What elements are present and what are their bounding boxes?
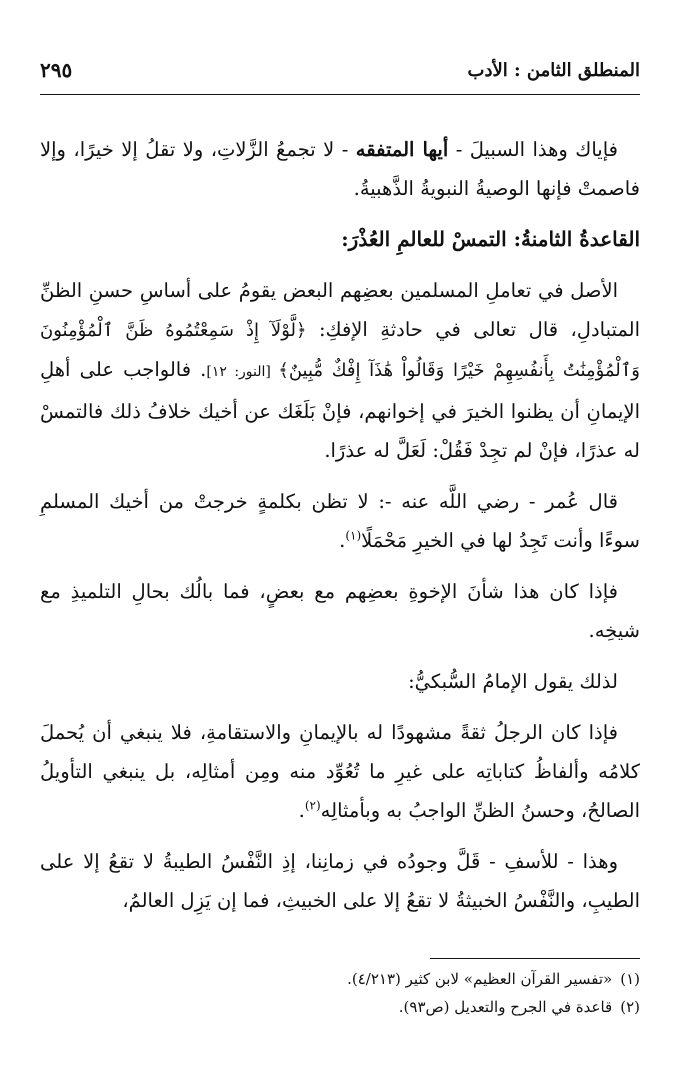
spacer <box>40 650 640 662</box>
paragraph-2-end: . فالواجب على أهلِ الإيمانِ أن يظنوا الخيرَ في إخوانهم، فإنْ بَلَغَك عن أخيك خلافُ ذلك فالتمسْ له عذرًا، فإنْ لم تجِدْ فَقُلْ: لَعَلَّ له عذرًا. <box>40 358 640 462</box>
paragraph-6-end: . <box>298 799 305 822</box>
paragraph-4: فإذا كان هذا شأنَ الإخوةِ بعضِهم مع بعضٍ، فما بالُك بحالِ التلميذِ مع شيخِه. <box>40 580 640 642</box>
running-title: المنطلق الثامن : الأدب <box>467 60 640 81</box>
spacer <box>40 208 640 220</box>
section-heading: القاعدةُ الثامنةُ: التمسْ للعالمِ العُذْرَ: <box>341 227 640 251</box>
footnote-marker-2: (٢) <box>304 798 321 813</box>
paragraph-6 <box>40 713 640 830</box>
paragraph-3-end: . <box>339 529 346 552</box>
main-text <box>40 130 640 920</box>
spacer <box>40 701 640 713</box>
footnote-text: «تفسير القرآن العظيم» لابن كثير (٤/٢١٣). <box>347 970 613 988</box>
paragraph-7: وهذا - للأسفِ - قَلَّ وجودُه في زمانِنا، إذِ النَّفْسُ الطيبةُ لا تقعُ إلا على الطيبِ، والنَّفْسُ الخبيثةُ لا تقعُ إلا على الخبيثِ، فما إن يَزِل العالمُ، <box>40 850 640 912</box>
paragraph-3 <box>40 482 640 560</box>
verse-reference: [النور: ١٢] <box>206 364 279 380</box>
emphasis-text: أيها المتفقه <box>355 138 449 161</box>
spacer <box>40 259 640 271</box>
page-number: ٢٩٥ <box>40 58 73 82</box>
paragraph-1 <box>40 130 640 208</box>
paragraph-2 <box>40 271 640 470</box>
footnote-text: قاعدة في الجرح والتعديل (ص٩٣). <box>398 998 613 1016</box>
header-divider <box>40 94 640 95</box>
paragraph-5: لذلك يقول الإمامُ السُّبكيُّ: <box>408 670 618 693</box>
footnote-1 <box>40 965 640 993</box>
footnote-divider <box>430 958 640 959</box>
footnote-2 <box>40 993 640 1021</box>
spacer <box>40 470 640 482</box>
paragraph-1-start: فإياك وهذا السبيلَ - <box>448 138 618 161</box>
footnotes <box>40 958 640 1021</box>
spacer <box>40 560 640 572</box>
footnote-number: (١) <box>620 970 640 988</box>
quote-text: قال عُمر - رضي اللَّه عنه -: لا تظن بكلمةٍ خرجتْ من أخيك المسلمِ سوءًا وأنت تَجِدُ لها في الخيرِ مَحْمَلًا <box>40 490 640 552</box>
quran-verse: ﴿لَّوْلَآ إِذْ سَمِعْتُمُوهُ ظَنَّ ٱلْمُؤْمِنُونَ وَٱلْمُؤْمِنَٰتُ بِأَنفُسِهِمْ خَيْرًا وَقَالُواْ هَٰذَآ إِفْكٌ مُّبِينٌ﴾ <box>40 320 641 381</box>
paragraph-2-start: الأصل في تعاملِ المسلمين بعضِهم البعض يقومُ على أساسِ حسنِ الظنِّ المتبادلِ، قال تعالى في حادثةِ الإفكِ: <box>40 279 640 341</box>
page-header <box>40 56 640 90</box>
paragraph-6-text: فإذا كان الرجلُ ثقةً مشهودًا له بالإيمانِ والاستقامةِ، فلا ينبغي أن يُحملَ كلامُه وألفاظُ كتاباتِه على غيرِ ما تُعُوِّد منه ومِن أمثالِه، بل ينبغي التأويلُ الصالحُ، وحسنُ الظنِّ الواجبُ به وبأمثالِه <box>40 721 640 822</box>
paragraph-1-end: - لا تجمعُ الزَّلاتِ، ولا تقلُ إلا خيرًا، وإلا فاصمتْ فإنها الوصيةُ النبويةُ الذَّهبيةُ. <box>40 138 640 200</box>
footnote-number: (٢) <box>620 998 640 1016</box>
footnote-marker-1: (١) <box>345 528 362 543</box>
spacer <box>40 830 640 842</box>
